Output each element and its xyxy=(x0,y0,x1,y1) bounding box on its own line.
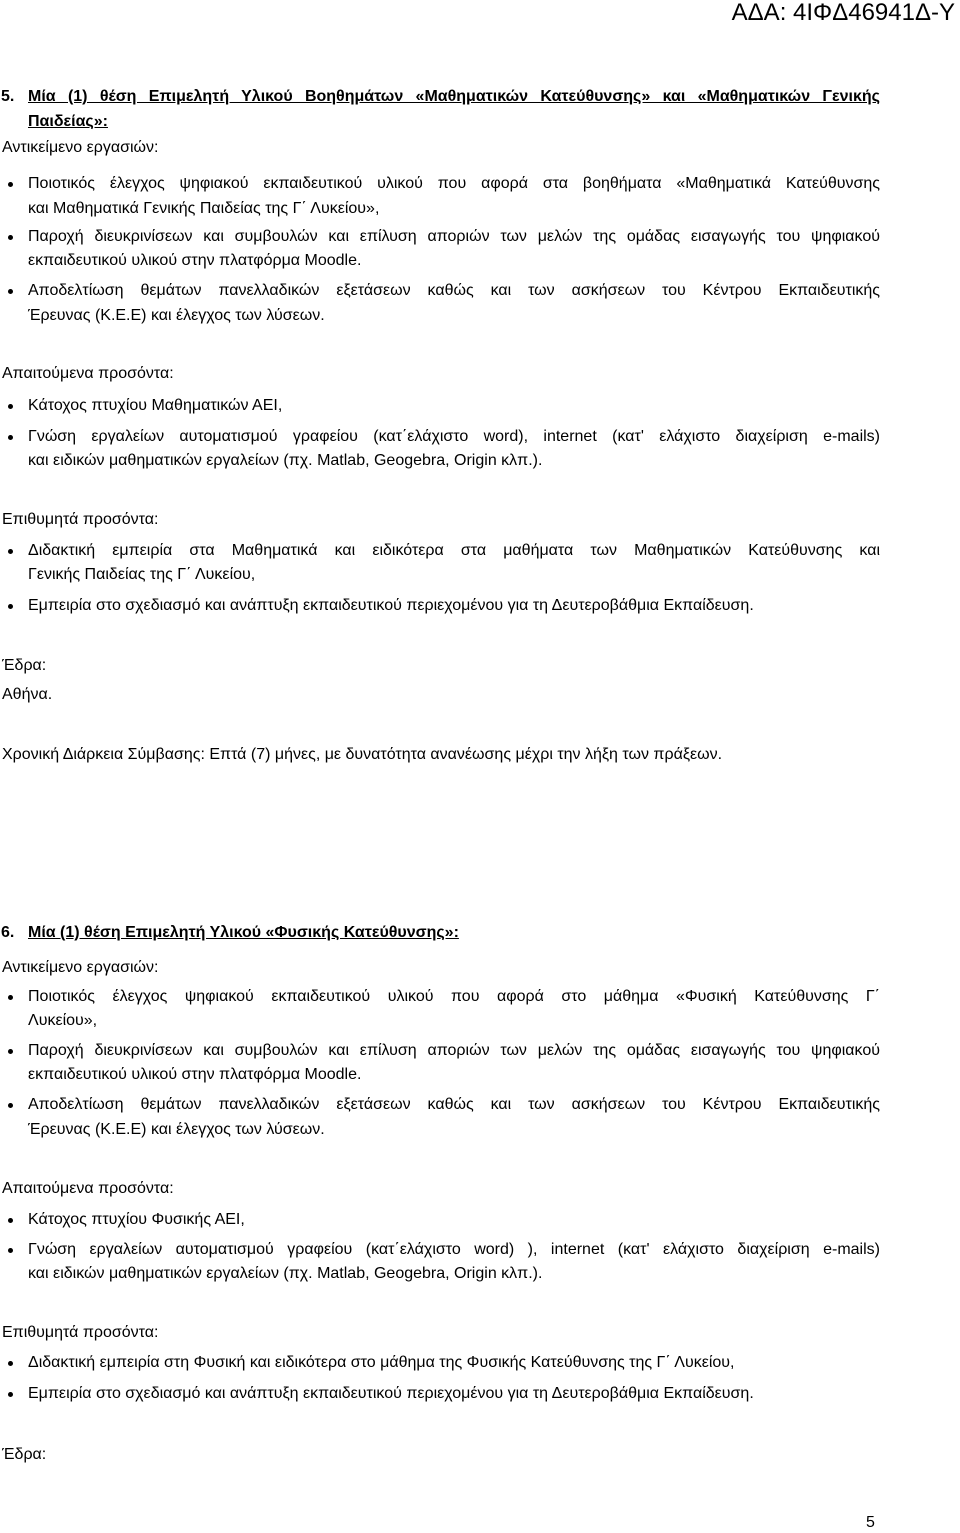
seat-value: Αθήνα. xyxy=(2,686,53,703)
bullet-icon xyxy=(8,1392,13,1397)
desired-item-line: Διδακτική εμπειρία στη Φυσική και ειδικότερα στο μάθημα της Φυσικής Κατεύθυνσης της Γ΄ Λυκείου, xyxy=(28,1354,735,1371)
bullet-icon xyxy=(8,1248,13,1253)
duty-item-line: Αποδελτίωση θεμάτων πανελλαδικών εξετάσεων καθώς και των ασκήσεων του Κέντρου Εκπαιδευτικής xyxy=(28,282,880,299)
bullet-icon xyxy=(8,1361,13,1366)
desired-heading: Επιθυμητά προσόντα: xyxy=(2,1324,159,1341)
bullet-icon xyxy=(8,404,13,409)
section-title-line: Παιδείας»: xyxy=(28,113,108,130)
bullet-icon xyxy=(8,1049,13,1054)
contract-duration xyxy=(2,743,722,767)
duty-item-line: Παροχή διευκρινίσεων και συμβουλών και επίλυση αποριών των μελών της ομάδας εισαγωγής του ψηφιακού xyxy=(28,1042,880,1059)
bullet-icon xyxy=(8,289,13,294)
duty-item-line: Ποιοτικός έλεγχος ψηφιακού εκπαιδευτικού υλικού που αφορά στο μάθημα «Φυσική Κατεύθυνσης Γ΄ xyxy=(28,988,880,1005)
ada-code: ΑΔΑ: 4ΙΦΔ46941Δ-Υ xyxy=(731,0,955,26)
required-item-line: Κάτοχος πτυχίου Φυσικής ΑΕΙ, xyxy=(28,1211,245,1228)
duty-item-line: και Μαθηματικά Γενικής Παιδείας της Γ΄ Λυκείου», xyxy=(28,200,380,217)
duties-heading: Αντικείμενο εργασιών: xyxy=(2,959,159,976)
seat-label: Έδρα: xyxy=(2,657,47,674)
duty-item-line: Λυκείου», xyxy=(28,1012,98,1029)
section-number: 6. xyxy=(1,924,15,941)
required-heading: Απαιτούμενα προσόντα: xyxy=(2,365,174,382)
required-item-line: Γνώση εργαλείων αυτοματισμού γραφείου (κατ΄ελάχιστο word), internet (κατ' ελάχιστο διαχείριση e-mails) xyxy=(28,428,880,445)
desired-item-line: Εμπειρία στο σχεδιασμό και ανάπτυξη εκπαιδευτικού περιεχομένου για τη Δευτεροβάθμια Εκπαίδευση. xyxy=(28,1385,754,1402)
desired-heading: Επιθυμητά προσόντα: xyxy=(2,511,159,528)
desired-item-line: Εμπειρία στο σχεδιασμό και ανάπτυξη εκπαιδευτικού περιεχομένου για τη Δευτεροβάθμια Εκπαίδευση. xyxy=(28,597,754,614)
section-title-line: Μία (1) θέση Επιμελητή Υλικού Βοηθημάτων «Μαθηματικών Κατεύθυνσης» και «Μαθηματικών Γενικής xyxy=(28,88,880,105)
duty-item-line: εκπαιδευτικού υλικού στην πλατφόρμα Moodle. xyxy=(28,1066,362,1083)
desired-item-line: Γενικής Παιδείας της Γ΄ Λυκείου, xyxy=(28,566,256,583)
section-title-line: Μία (1) θέση Επιμελητή Υλικού «Φυσικής Κατεύθυνσης»: xyxy=(28,924,459,941)
bullet-icon xyxy=(8,604,13,609)
duty-item-line: Αποδελτίωση θεμάτων πανελλαδικών εξετάσεων καθώς και των ασκήσεων του Κέντρου Εκπαιδευτικής xyxy=(28,1096,880,1113)
bullet-icon xyxy=(8,1103,13,1108)
required-item-line: και ειδικών μαθηματικών εργαλείων (πχ. Matlab, Geogebra, Origin κλπ.). xyxy=(28,1265,543,1282)
seat-label: Έδρα: xyxy=(2,1446,47,1463)
required-item-line: και ειδικών μαθηματικών εργαλείων (πχ. Matlab, Geogebra, Origin κλπ.). xyxy=(28,452,543,469)
duty-item-line: εκπαιδευτικού υλικού στην πλατφόρμα Moodle. xyxy=(28,252,362,269)
bullet-icon xyxy=(8,182,13,187)
bullet-icon xyxy=(8,235,13,240)
desired-item-line: Διδακτική εμπειρία στα Μαθηματικά και ειδικότερα στα μαθήματα των Μαθηματικών Κατεύθυνσης και xyxy=(28,542,880,559)
duration-label: Χρονική Διάρκεια Σύμβασης: xyxy=(2,746,205,763)
bullet-icon xyxy=(8,1218,13,1223)
duty-item-line: Έρευνας (Κ.Ε.Ε) και έλεγχος των λύσεων. xyxy=(28,1121,325,1138)
bullet-icon xyxy=(8,549,13,554)
duty-item-line: Έρευνας (Κ.Ε.Ε) και έλεγχος των λύσεων. xyxy=(28,307,325,324)
page-number: 5 xyxy=(866,1514,875,1531)
bullet-icon xyxy=(8,435,13,440)
duty-item-line: Ποιοτικός έλεγχος ψηφιακού εκπαιδευτικού υλικού που αφορά στα βοηθήματα «Μαθηματικά Κατεύθυνσης xyxy=(28,175,880,192)
section-number: 5. xyxy=(1,88,15,105)
required-item-line: Κάτοχος πτυχίου Μαθηματικών ΑΕΙ, xyxy=(28,397,283,414)
duration-value: Επτά (7) μήνες, με δυνατότητα ανανέωσης μέχρι την λήξη των πράξεων. xyxy=(209,746,723,763)
required-item-line: Γνώση εργαλείων αυτοματισμού γραφείου (κατ΄ελάχιστο word) ), internet (κατ' ελάχιστο διαχείριση e-mails) xyxy=(28,1241,880,1258)
duties-heading: Αντικείμενο εργασιών: xyxy=(2,139,159,156)
required-heading: Απαιτούμενα προσόντα: xyxy=(2,1180,174,1197)
bullet-icon xyxy=(8,995,13,1000)
duty-item-line: Παροχή διευκρινίσεων και συμβουλών και επίλυση αποριών των μελών της ομάδας εισαγωγής του ψηφιακού xyxy=(28,228,880,245)
